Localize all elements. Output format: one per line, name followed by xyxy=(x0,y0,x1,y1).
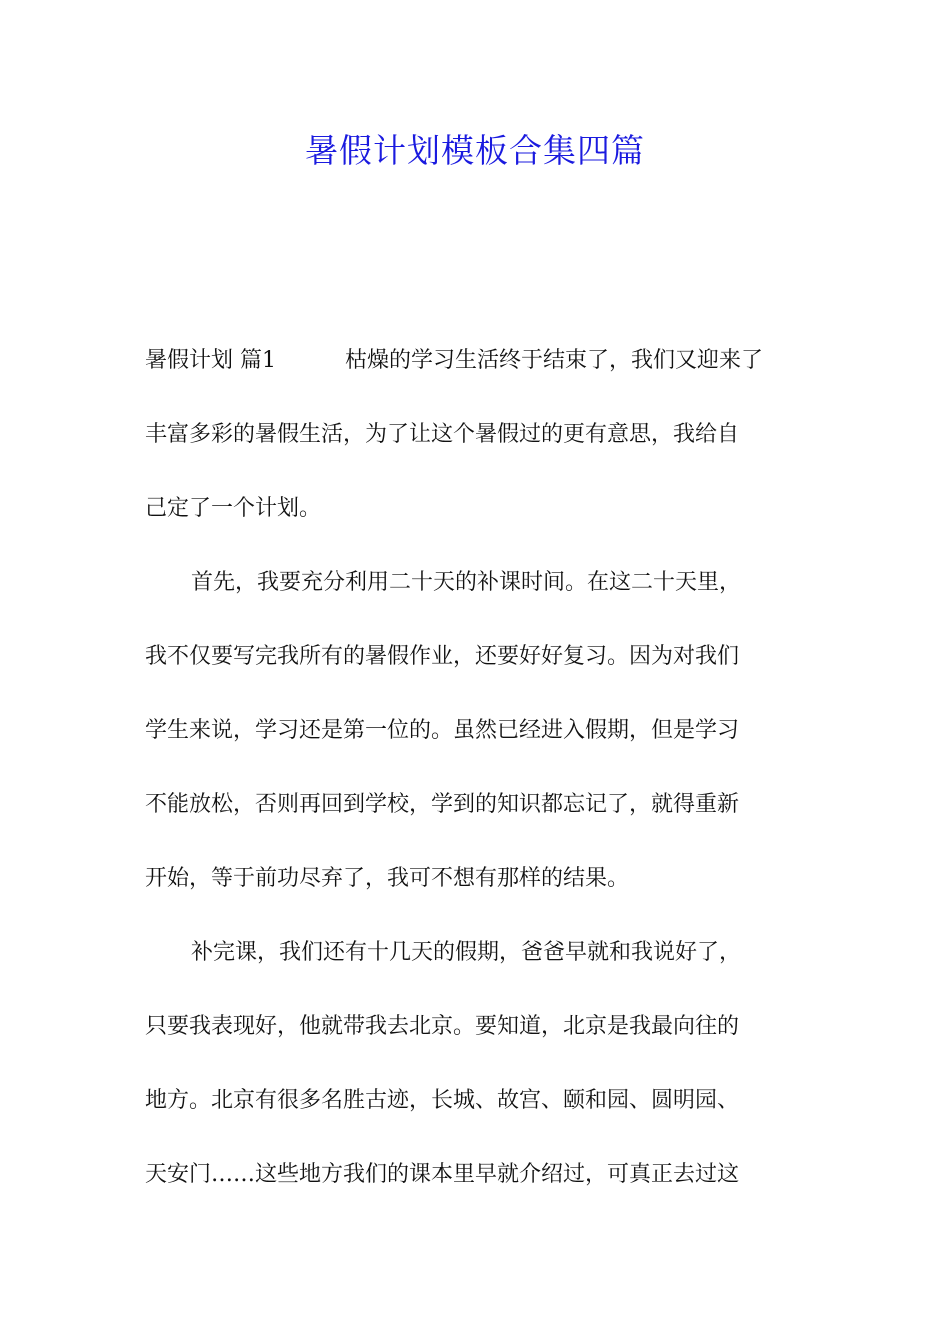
document-title: 暑假计划模板合集四篇 xyxy=(305,131,645,170)
paragraph-line: 只要我表现好，他就带我去北京。要知道，北京是我最向往的 xyxy=(145,1014,740,1039)
paragraph-line: 我不仅要写完我所有的暑假作业，还要好好复习。因为对我们 xyxy=(145,644,740,669)
document-body xyxy=(145,324,810,1212)
paragraph-line: 不能放松，否则再回到学校，学到的知识都忘记了，就得重新 xyxy=(145,792,740,817)
paragraph-line: 天安门……这些地方我们的课本里早就介绍过，可真正去过这 xyxy=(145,1162,740,1187)
paragraph-line: 己定了一个计划。 xyxy=(145,496,322,521)
paragraph-line xyxy=(145,324,810,398)
paragraph-line: 学生来说，学习还是第一位的。虽然已经进入假期，但是学习 xyxy=(145,718,740,743)
paragraph-line: 首先，我要充分利用二十天的补课时间。在这二十天里， xyxy=(191,570,742,595)
paragraph-line: 丰富多彩的暑假生活，为了让这个暑假过的更有意思，我给自 xyxy=(145,422,740,447)
line-text: 枯燥的学习生活终于结束了，我们又迎来了 xyxy=(345,348,764,373)
paragraph-line: 地方。北京有很多名胜古迹，长城、故宫、颐和园、圆明园、 xyxy=(145,1088,740,1113)
paragraph-line: 补完课，我们还有十几天的假期，爸爸早就和我说好了， xyxy=(191,940,742,965)
section-label: 暑假计划 篇1 xyxy=(145,348,276,373)
paragraph-line: 开始，等于前功尽弃了，我可不想有那样的结果。 xyxy=(145,866,630,891)
